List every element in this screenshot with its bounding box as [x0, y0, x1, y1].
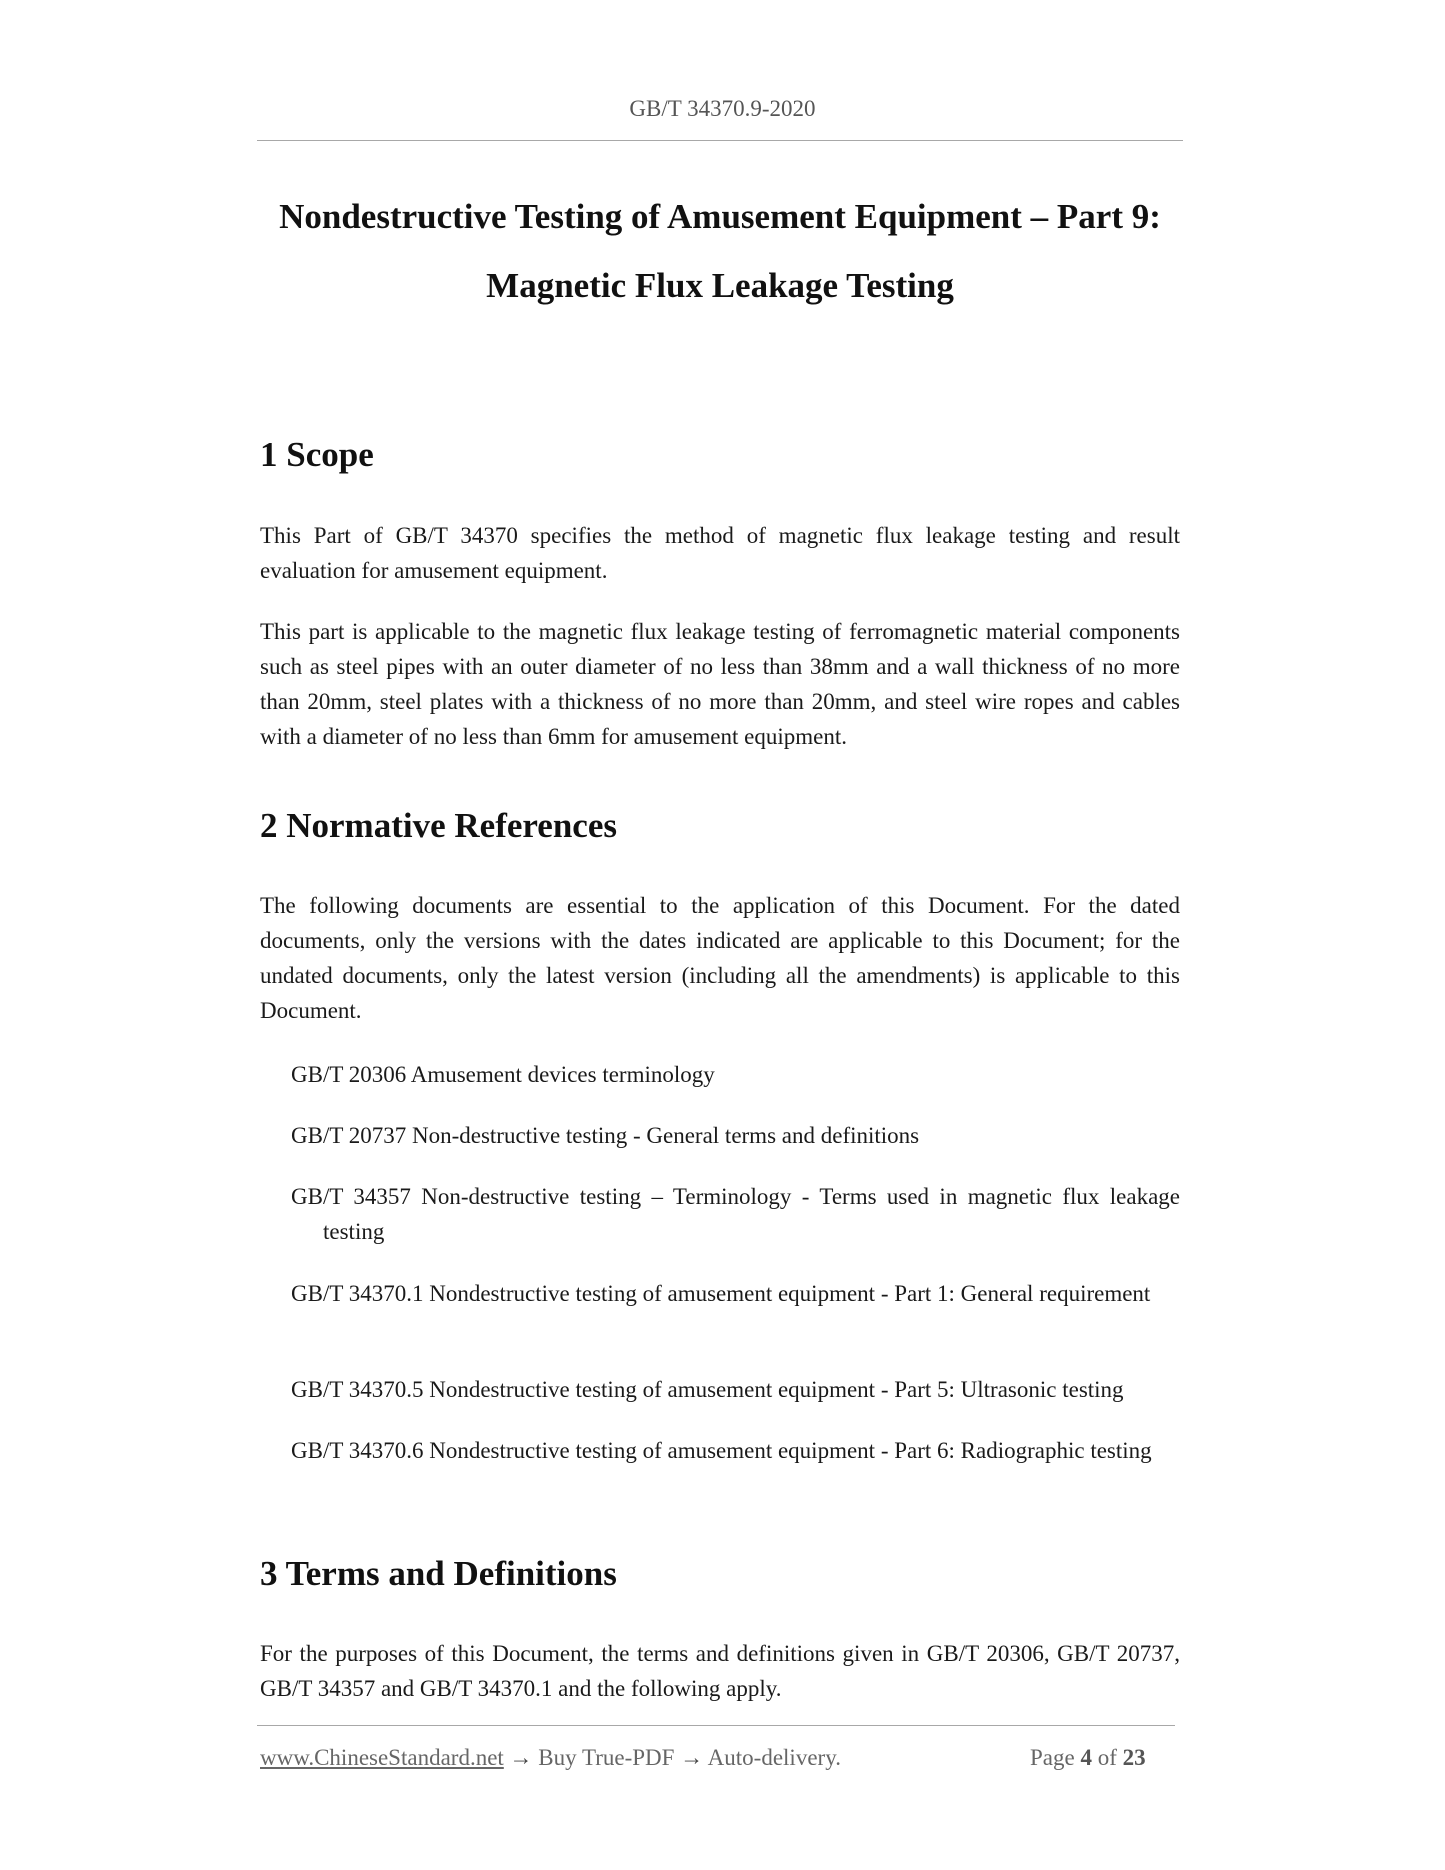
footer-rule [257, 1725, 1175, 1726]
section-heading-terms-and-definitions: 3 Terms and Definitions [260, 1554, 617, 1593]
reference-item: GB/T 34370.6 Nondestructive testing of amusement equipment - Part 6: Radiographic testing [291, 1438, 1152, 1463]
scope-paragraph-1: This Part of GB/T 34370 specifies the method of magnetic flux leakage testing and result evaluation for amusement equipment. [260, 523, 1180, 583]
page-total: 23 [1122, 1745, 1146, 1770]
terms-paragraph: For the purposes of this Document, the terms and definitions given in GB/T 20306, GB/T 20737, GB/T 34357 and GB/T 34370.1 and the following apply. [260, 1641, 1180, 1701]
document-title-line-2: Magnetic Flux Leakage Testing [486, 266, 954, 305]
reference-item: GB/T 20306 Amusement devices terminology [291, 1062, 715, 1087]
page-label: Page [1030, 1745, 1075, 1770]
document-title-line-1: Nondestructive Testing of Amusement Equipment – Part 9: [279, 197, 1161, 236]
page-number: 4 [1080, 1745, 1092, 1770]
of-label: of [1097, 1745, 1117, 1770]
reference-item: GB/T 20737 Non-destructive testing - General terms and definitions [291, 1123, 920, 1148]
scope-paragraph-2: This part is applicable to the magnetic flux leakage testing of ferromagnetic material components such as steel pipes with an outer diameter of no less than 38mm and a wall thickness of no more than 20mm, steel plates with a thickness of no more than 20mm, and steel wire ropes and cables with a diameter of no less than 6mm for amusement equipment. [260, 619, 1180, 749]
page-counter [1030, 1745, 1146, 1771]
arrow-right-icon: → [509, 1745, 533, 1770]
buy-label: Buy True-PDF [538, 1745, 675, 1770]
site-link[interactable]: www.ChineseStandard.net [260, 1745, 504, 1770]
normative-references-intro: The following documents are essential to the application of this Document. For the dated documents, only the versions with the dates indicated are applicable to this Document; for the undated documents, only the latest version (including all the amendments) is applicable to this Document. [260, 893, 1180, 1023]
running-header: GB/T 34370.9-2020 [629, 96, 816, 121]
section-heading-scope: 1 Scope [260, 435, 374, 474]
reference-item: GB/T 34370.5 Nondestructive testing of amusement equipment - Part 5: Ultrasonic testing [291, 1377, 1124, 1402]
reference-item: GB/T 34370.1 Nondestructive testing of amusement equipment - Part 1: General requirement [291, 1281, 1151, 1306]
arrow-right-icon: → [680, 1745, 704, 1770]
header-rule [257, 140, 1183, 141]
reference-item: GB/T 34357 Non-destructive testing – Terminology - Terms used in magnetic flux leakage testing [291, 1184, 1180, 1244]
delivery-label: Auto-delivery. [707, 1745, 841, 1770]
section-heading-normative-references: 2 Normative References [260, 806, 617, 845]
footer-promo [260, 1745, 841, 1771]
